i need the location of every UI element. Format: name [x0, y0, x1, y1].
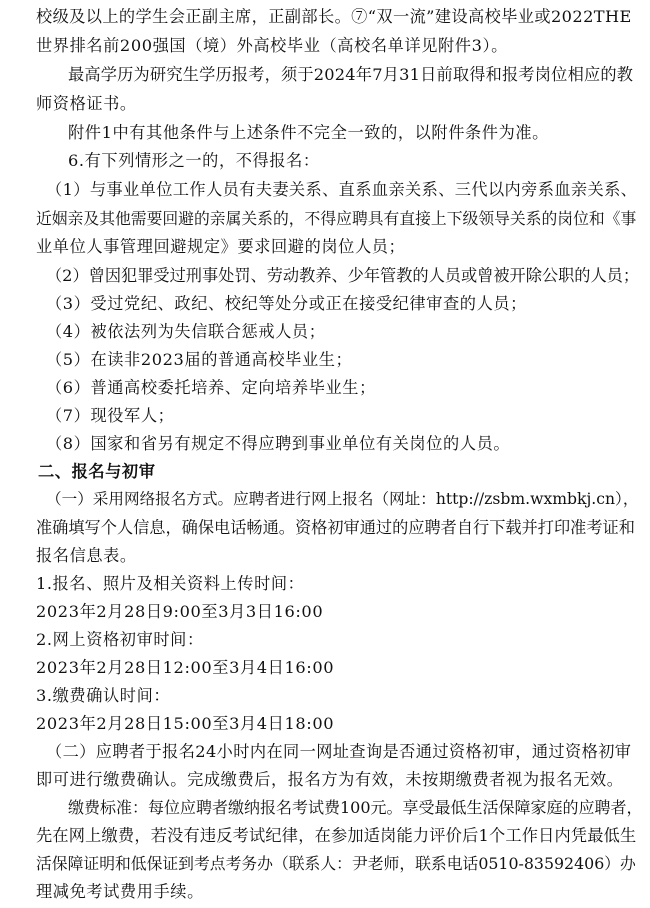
text-line: 报名信息表。 [36, 546, 137, 565]
text-line: （6）普通高校委托培养、定向培养毕业生； [46, 378, 376, 397]
text-line: 2.网上资格初审时间： [36, 630, 204, 649]
text-line: 3.缴费确认时间： [36, 686, 171, 705]
text-line: （5）在读非2023届的普通高校毕业生； [46, 350, 353, 369]
text-line: （3）受过党纪、政纪、校纪等处分或正在接受纪律审查的人员； [46, 294, 527, 313]
text-line: 准确填写个人信息，确保电话畅通。资格初审通过的应聘者自行下载并打印准考证和 [36, 518, 635, 537]
text-line: （一）采用网络报名方式。应聘者进行网上报名（网址：http://zsbm.wxmbkj.cn）， [46, 490, 639, 508]
text-line: 师资格证书。 [36, 94, 137, 113]
text-line: 即可进行缴费确认。完成缴费后，报名方为有效，未按期缴费者视为报名无效。 [36, 770, 624, 789]
text-line: 缴费标准：每位应聘者缴纳报名考试费100元。享受最低生活保障家庭的应聘者， [68, 798, 643, 817]
text-line: 1.报名、照片及相关资料上传时间： [36, 574, 305, 593]
text-line: （1）与事业单位工作人员有夫妻关系、直系血亲关系、三代以内旁系血亲关系、 [46, 180, 638, 199]
section-heading: 6.有下列情形之一的，不得报名： [68, 151, 320, 170]
text-line: 2023年2月28日9:00至3月3日16:00 [36, 602, 324, 621]
section-heading: 二、报名与初审 [38, 462, 156, 481]
text-line: （4）被依法列为失信联合惩戒人员； [46, 322, 326, 341]
text-line: （8）国家和省另有规定不得应聘到事业单位有关岗位的人员。 [46, 434, 511, 453]
text-line: 2023年2月28日15:00至3月4日18:00 [36, 714, 335, 733]
text-line: 活保障证明和低保证到考点考务办（联系人：尹老师，联系电话0510-83592406）办 [36, 854, 636, 873]
text-line: 近姻亲及其他需要回避的亲属关系的，不得应聘具有直接上下级领导关系的岗位和《事 [36, 209, 636, 228]
text-line: 最高学历为研究生学历报考，须于2024年7月31日前取得和报考岗位相应的教 [68, 65, 634, 84]
text-line: （二）应聘者于报名24小时内在同一网址查询是否通过资格初审，通过资格初审 [46, 742, 632, 761]
text-line: 理减免考试费用手续。 [36, 882, 204, 901]
text-line: 先在网上缴费，若没有违反考试纪律，在参加适岗能力评价后1个工作日内凭最低生 [36, 826, 636, 845]
text-line: 校级及以上的学生会正副主席，正副部长。⑦“双一流”建设高校毕业或2022THE [36, 7, 632, 26]
text-line: 2023年2月28日12:00至3月4日16:00 [36, 658, 335, 677]
text-line: 业单位人事管理回避规定》要求回避的岗位人员； [36, 237, 406, 256]
text-line: （7）现役军人； [46, 406, 175, 425]
text-line: 世界排名前200强国（境）外高校毕业（高校名单详见附件3）。 [36, 36, 508, 55]
text-line: 附件1中有其他条件与上述条件不完全一致的，以附件条件为准。 [68, 123, 549, 142]
text-line: （2）曾因犯罪受过刑事处罚、劳动教养、少年管教的人员或曾被开除公职的人员； [46, 266, 640, 285]
